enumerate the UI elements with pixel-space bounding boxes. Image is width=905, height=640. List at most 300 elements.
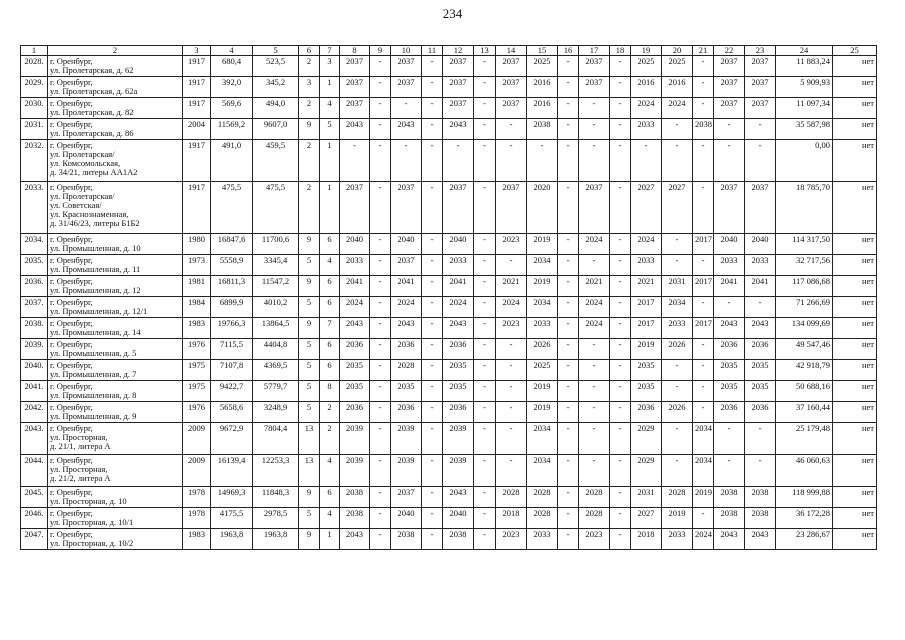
value-cell: - <box>370 56 391 77</box>
value-cell: - <box>662 255 693 276</box>
value-cell: - <box>422 508 443 529</box>
table-row <box>21 402 877 423</box>
value-cell: - <box>579 140 610 182</box>
address-cell <box>48 234 183 255</box>
value-cell: - <box>527 140 558 182</box>
value-cell: - <box>610 402 631 423</box>
value-cell: 2017 <box>631 318 662 339</box>
value-cell: 2024 <box>579 318 610 339</box>
value-cell: нет <box>833 455 877 487</box>
address-line: г. Оренбург, <box>50 255 93 265</box>
value-cell: 2037 <box>340 182 370 234</box>
value-cell: - <box>558 276 579 297</box>
value-cell: 3 <box>299 77 320 98</box>
address-cell <box>48 318 183 339</box>
value-cell: 9 <box>299 276 320 297</box>
housing-register-table <box>20 45 877 550</box>
value-cell: 4 <box>320 508 340 529</box>
value-cell: - <box>496 402 527 423</box>
value-cell: - <box>558 234 579 255</box>
address-cell <box>48 402 183 423</box>
value-cell: нет <box>833 318 877 339</box>
value-cell: 2037 <box>745 77 776 98</box>
value-cell: 7115,5 <box>211 339 253 360</box>
value-cell: - <box>610 56 631 77</box>
value-cell: 2037 <box>391 56 422 77</box>
value-cell: - <box>474 234 496 255</box>
value-cell: - <box>370 297 391 318</box>
value-cell: 2028 <box>496 487 527 508</box>
value-cell: 491,0 <box>211 140 253 182</box>
value-cell: нет <box>833 508 877 529</box>
value-cell: 2037 <box>496 77 527 98</box>
value-cell: 2037 <box>496 98 527 119</box>
value-cell: нет <box>833 234 877 255</box>
address-line: ул. Советская/ <box>50 200 102 210</box>
value-cell: 2039 <box>391 423 422 455</box>
address-line: г. Оренбург, <box>50 529 93 539</box>
value-cell: 2024 <box>340 297 370 318</box>
value-cell: - <box>474 297 496 318</box>
value-cell: 2037 <box>745 98 776 119</box>
value-cell: - <box>558 508 579 529</box>
address-line: г. Оренбург, <box>50 318 93 328</box>
value-cell: - <box>496 119 527 140</box>
page-number: 234 <box>442 6 463 21</box>
value-cell: - <box>579 423 610 455</box>
address-line: г. Оренбург, <box>50 140 93 150</box>
table-row <box>21 487 877 508</box>
address-line: ул. Промышленная, д. 11 <box>50 264 141 274</box>
value-cell: - <box>610 77 631 98</box>
value-cell: 6 <box>320 339 340 360</box>
value-cell: 9 <box>299 318 320 339</box>
column-number: 9 <box>370 46 391 56</box>
value-cell: 2018 <box>496 508 527 529</box>
address-line: д. 31/46/23, литеры Б1Б2 <box>50 218 140 228</box>
value-cell: - <box>474 339 496 360</box>
address-line: г. Оренбург, <box>50 360 93 370</box>
table-row <box>21 423 877 455</box>
value-cell: - <box>474 255 496 276</box>
column-number: 13 <box>474 46 496 56</box>
value-cell: 2038 <box>340 508 370 529</box>
value-cell: 2023 <box>496 318 527 339</box>
value-cell: 2037 <box>745 182 776 234</box>
value-cell: - <box>370 234 391 255</box>
row-number: 2032. <box>21 140 48 182</box>
value-cell: 2038 <box>391 529 422 550</box>
value-cell: 4010,2 <box>253 297 299 318</box>
value-cell: 1975 <box>183 381 211 402</box>
value-cell: - <box>610 276 631 297</box>
value-cell: 5 <box>299 339 320 360</box>
value-cell: - <box>693 297 714 318</box>
value-cell: 18 785,70 <box>776 182 833 234</box>
address-line: ул. Просторная, д. 10 <box>50 496 127 506</box>
value-cell: - <box>370 339 391 360</box>
column-number: 23 <box>745 46 776 56</box>
address-line: ул. Просторная, <box>50 432 108 442</box>
value-cell: - <box>558 529 579 550</box>
value-cell: 2043 <box>714 318 745 339</box>
column-number: 19 <box>631 46 662 56</box>
value-cell: 6 <box>320 297 340 318</box>
value-cell: - <box>693 339 714 360</box>
value-cell: - <box>610 339 631 360</box>
address-line: д. 21/2, литера А <box>50 473 111 483</box>
address-line: ул. Промышленная, д. 12/1 <box>50 306 148 316</box>
value-cell: - <box>662 140 693 182</box>
value-cell: 2023 <box>579 529 610 550</box>
value-cell: 475,5 <box>211 182 253 234</box>
address-cell <box>48 56 183 77</box>
address-cell <box>48 98 183 119</box>
value-cell: нет <box>833 140 877 182</box>
column-number: 12 <box>443 46 474 56</box>
column-number: 20 <box>662 46 693 56</box>
address-line: д. 21/1, литера А <box>50 441 111 451</box>
value-cell: - <box>422 77 443 98</box>
value-cell: 5 <box>299 381 320 402</box>
value-cell: - <box>422 119 443 140</box>
value-cell: - <box>370 487 391 508</box>
column-number: 6 <box>299 46 320 56</box>
address-line: ул. Промышленная, д. 9 <box>50 411 137 421</box>
value-cell: 2026 <box>662 402 693 423</box>
address-line: г. Оренбург, <box>50 423 93 433</box>
value-cell: 2033 <box>631 255 662 276</box>
value-cell: - <box>474 56 496 77</box>
value-cell: 12253,3 <box>253 455 299 487</box>
value-cell: 2037 <box>443 77 474 98</box>
value-cell: - <box>474 423 496 455</box>
column-number: 22 <box>714 46 745 56</box>
value-cell: 42 918,79 <box>776 360 833 381</box>
address-line: ул. Промышленная, д. 14 <box>50 327 141 337</box>
value-cell: 2041 <box>745 276 776 297</box>
address-line: ул. Промышленная, д. 10 <box>50 243 141 253</box>
value-cell: 1 <box>320 140 340 182</box>
value-cell: 345,2 <box>253 77 299 98</box>
value-cell: 2033 <box>631 119 662 140</box>
value-cell: - <box>422 360 443 381</box>
value-cell: 6 <box>320 360 340 381</box>
value-cell: 2035 <box>631 381 662 402</box>
value-cell: нет <box>833 381 877 402</box>
value-cell: 2037 <box>496 182 527 234</box>
value-cell: 2024 <box>579 297 610 318</box>
value-cell: 4 <box>320 255 340 276</box>
value-cell: 2025 <box>527 56 558 77</box>
value-cell: - <box>662 234 693 255</box>
value-cell: 2024 <box>693 529 714 550</box>
value-cell: 2043 <box>443 119 474 140</box>
value-cell: - <box>422 423 443 455</box>
value-cell: 2 <box>299 140 320 182</box>
value-cell: 2034 <box>693 423 714 455</box>
value-cell: 1983 <box>183 529 211 550</box>
address-cell <box>48 487 183 508</box>
value-cell: 13 <box>299 455 320 487</box>
value-cell: - <box>474 381 496 402</box>
value-cell: - <box>579 360 610 381</box>
column-number: 24 <box>776 46 833 56</box>
address-line: ул. Комсомольская, <box>50 158 121 168</box>
value-cell: 2 <box>299 182 320 234</box>
value-cell: 1 <box>320 182 340 234</box>
value-cell: 2036 <box>631 402 662 423</box>
value-cell: 11 097,34 <box>776 98 833 119</box>
value-cell: - <box>745 455 776 487</box>
value-cell: - <box>631 140 662 182</box>
value-cell: 494,0 <box>253 98 299 119</box>
table-row <box>21 119 877 140</box>
value-cell: - <box>370 455 391 487</box>
value-cell: 16811,3 <box>211 276 253 297</box>
value-cell: 2019 <box>631 339 662 360</box>
row-number: 2030. <box>21 98 48 119</box>
value-cell: 3345,4 <box>253 255 299 276</box>
value-cell: 2037 <box>391 77 422 98</box>
value-cell: - <box>662 119 693 140</box>
value-cell: 2039 <box>340 423 370 455</box>
value-cell: 1917 <box>183 56 211 77</box>
address-line: ул. Пролетарская, д. 62 <box>50 65 134 75</box>
value-cell: 1983 <box>183 318 211 339</box>
address-line: ул. Пролетарская/ <box>50 191 115 201</box>
value-cell: 680,4 <box>211 56 253 77</box>
value-cell: 1978 <box>183 487 211 508</box>
address-cell <box>48 423 183 455</box>
address-line: ул. Промышленная, д. 5 <box>50 348 137 358</box>
value-cell: - <box>579 119 610 140</box>
value-cell: - <box>610 234 631 255</box>
value-cell: 2004 <box>183 119 211 140</box>
value-cell: 2021 <box>631 276 662 297</box>
value-cell: 2019 <box>693 487 714 508</box>
value-cell: 2027 <box>631 182 662 234</box>
column-number: 10 <box>391 46 422 56</box>
value-cell: - <box>422 339 443 360</box>
value-cell: - <box>370 140 391 182</box>
value-cell: нет <box>833 255 877 276</box>
value-cell: - <box>558 119 579 140</box>
address-line: ул. Пролетарская, д. 82 <box>50 107 134 117</box>
value-cell: 2035 <box>714 381 745 402</box>
table-row <box>21 318 877 339</box>
value-cell: 1 <box>320 77 340 98</box>
value-cell: - <box>610 255 631 276</box>
column-number: 18 <box>610 46 631 56</box>
value-cell: - <box>422 381 443 402</box>
value-cell: - <box>422 318 443 339</box>
value-cell: 50 688,16 <box>776 381 833 402</box>
value-cell: 2 <box>299 98 320 119</box>
value-cell: - <box>610 318 631 339</box>
value-cell: 5 909,93 <box>776 77 833 98</box>
value-cell: 2043 <box>745 529 776 550</box>
value-cell: нет <box>833 182 877 234</box>
value-cell: 2034 <box>527 255 558 276</box>
value-cell: 523,5 <box>253 56 299 77</box>
value-cell: 2027 <box>631 508 662 529</box>
value-cell: - <box>422 402 443 423</box>
value-cell: - <box>558 381 579 402</box>
value-cell: 2040 <box>745 234 776 255</box>
value-cell: - <box>693 98 714 119</box>
value-cell: - <box>745 423 776 455</box>
address-cell <box>48 455 183 487</box>
row-number: 2036. <box>21 276 48 297</box>
value-cell: 9 <box>299 119 320 140</box>
column-number: 21 <box>693 46 714 56</box>
value-cell: 5 <box>299 255 320 276</box>
value-cell: 2035 <box>745 381 776 402</box>
value-cell: 2031 <box>662 276 693 297</box>
value-cell: нет <box>833 297 877 318</box>
table-row <box>21 339 877 360</box>
value-cell: нет <box>833 276 877 297</box>
value-cell: 2038 <box>340 487 370 508</box>
address-line: д. 34/21, литеры АА1А2 <box>50 167 138 177</box>
address-cell <box>48 140 183 182</box>
column-number: 11 <box>422 46 443 56</box>
table-row <box>21 276 877 297</box>
value-cell: 2037 <box>340 77 370 98</box>
value-cell: 2023 <box>496 234 527 255</box>
value-cell: 2034 <box>527 423 558 455</box>
value-cell: 2034 <box>662 297 693 318</box>
value-cell: 2038 <box>714 487 745 508</box>
address-line: г. Оренбург, <box>50 276 93 286</box>
value-cell: - <box>474 140 496 182</box>
value-cell: 2020 <box>527 182 558 234</box>
value-cell: 1917 <box>183 98 211 119</box>
value-cell: - <box>745 140 776 182</box>
value-cell: 4369,5 <box>253 360 299 381</box>
value-cell: 2036 <box>745 402 776 423</box>
value-cell: 2 <box>320 423 340 455</box>
value-cell: - <box>370 255 391 276</box>
value-cell: 2040 <box>391 508 422 529</box>
value-cell: 2033 <box>714 255 745 276</box>
value-cell: 9 <box>299 529 320 550</box>
value-cell: 2037 <box>443 98 474 119</box>
value-cell: - <box>693 381 714 402</box>
value-cell: 2019 <box>527 276 558 297</box>
value-cell: - <box>422 56 443 77</box>
table-row <box>21 77 877 98</box>
value-cell: - <box>745 297 776 318</box>
value-cell: 9672,9 <box>211 423 253 455</box>
value-cell: 4 <box>320 455 340 487</box>
value-cell: 2037 <box>391 182 422 234</box>
value-cell: 2033 <box>527 529 558 550</box>
value-cell: 2017 <box>631 297 662 318</box>
value-cell: 2017 <box>693 234 714 255</box>
value-cell: 134 099,69 <box>776 318 833 339</box>
value-cell: - <box>474 276 496 297</box>
value-cell: - <box>714 423 745 455</box>
value-cell: 2037 <box>714 56 745 77</box>
value-cell: 2041 <box>340 276 370 297</box>
value-cell: 2024 <box>443 297 474 318</box>
column-number: 16 <box>558 46 579 56</box>
value-cell: 2039 <box>443 423 474 455</box>
value-cell: 1917 <box>183 140 211 182</box>
value-cell: - <box>558 77 579 98</box>
value-cell: - <box>422 98 443 119</box>
value-cell: 2035 <box>631 360 662 381</box>
value-cell: - <box>693 56 714 77</box>
value-cell: - <box>610 529 631 550</box>
value-cell: 2978,5 <box>253 508 299 529</box>
address-line: ул. Просторная, <box>50 464 108 474</box>
value-cell: 7 <box>320 318 340 339</box>
column-number-row <box>21 46 877 56</box>
value-cell: 2021 <box>579 276 610 297</box>
row-number: 2037. <box>21 297 48 318</box>
address-cell <box>48 297 183 318</box>
value-cell: 2026 <box>662 339 693 360</box>
value-cell: - <box>370 182 391 234</box>
value-cell: 16847,6 <box>211 234 253 255</box>
value-cell: 2028 <box>527 508 558 529</box>
value-cell: - <box>370 381 391 402</box>
value-cell: - <box>558 455 579 487</box>
value-cell: - <box>474 508 496 529</box>
value-cell: - <box>693 77 714 98</box>
value-cell: 2038 <box>714 508 745 529</box>
value-cell: - <box>558 339 579 360</box>
value-cell: 2038 <box>443 529 474 550</box>
value-cell: - <box>370 508 391 529</box>
value-cell: 2038 <box>527 119 558 140</box>
value-cell: 2043 <box>391 119 422 140</box>
address-cell <box>48 529 183 550</box>
value-cell: 2033 <box>443 255 474 276</box>
value-cell: 1963,8 <box>211 529 253 550</box>
value-cell: - <box>579 402 610 423</box>
row-number: 2031. <box>21 119 48 140</box>
value-cell: 1963,8 <box>253 529 299 550</box>
column-number: 2 <box>48 46 183 56</box>
value-cell: - <box>579 255 610 276</box>
table-row <box>21 360 877 381</box>
column-number: 8 <box>340 46 370 56</box>
value-cell: - <box>370 360 391 381</box>
value-cell: 36 172,28 <box>776 508 833 529</box>
value-cell: 49 547,46 <box>776 339 833 360</box>
value-cell: 1975 <box>183 360 211 381</box>
address-line: ул. Промышленная, д. 8 <box>50 390 137 400</box>
value-cell: 6 <box>320 276 340 297</box>
address-line: г. Оренбург, <box>50 119 93 129</box>
address-cell <box>48 360 183 381</box>
table-row <box>21 140 877 182</box>
value-cell: 2036 <box>391 339 422 360</box>
value-cell: - <box>558 182 579 234</box>
value-cell: 2040 <box>443 234 474 255</box>
value-cell: - <box>558 318 579 339</box>
value-cell: - <box>422 182 443 234</box>
value-cell: - <box>610 455 631 487</box>
value-cell: 475,5 <box>253 182 299 234</box>
value-cell: нет <box>833 98 877 119</box>
value-cell: 71 266,69 <box>776 297 833 318</box>
value-cell: 1976 <box>183 339 211 360</box>
